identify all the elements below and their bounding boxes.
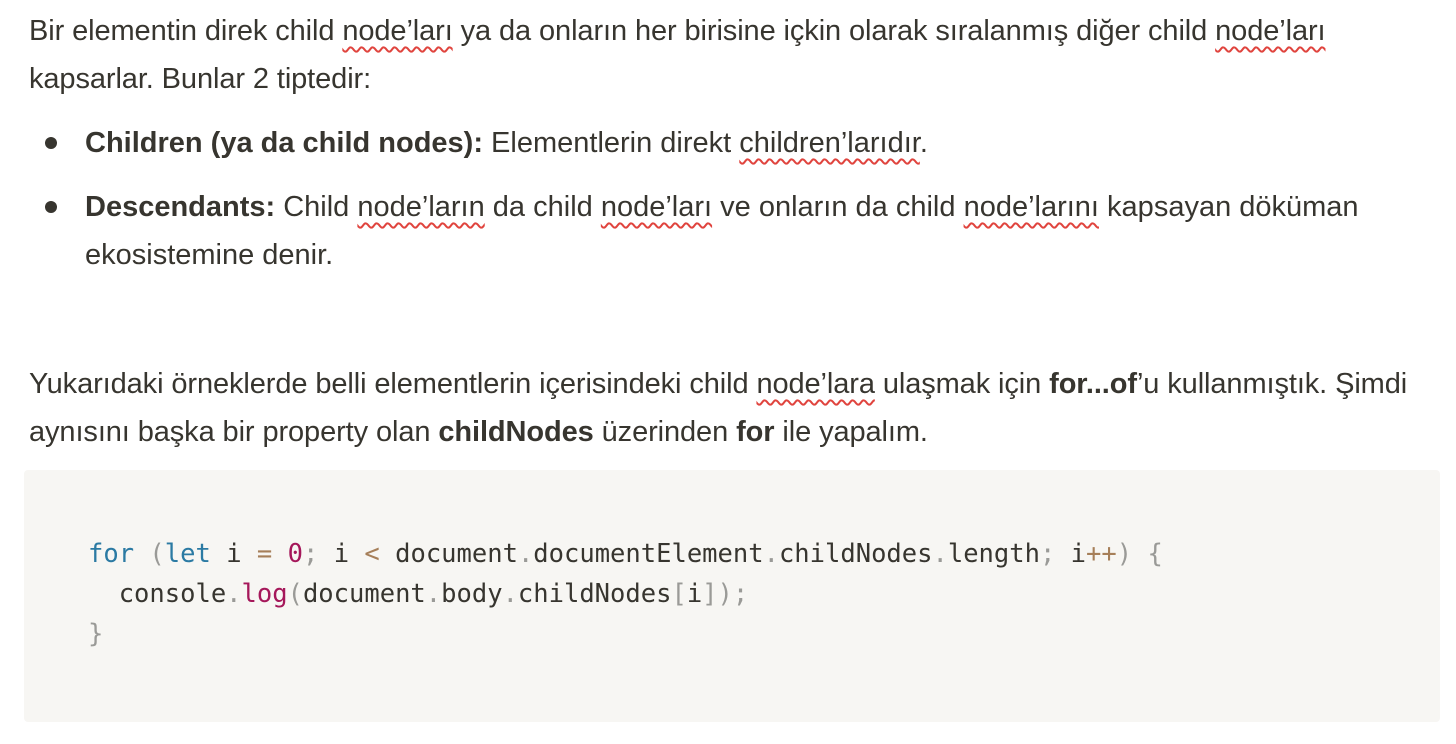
- text: .: [919, 127, 928, 159]
- code-token: <: [364, 539, 380, 569]
- code-token: documentElement: [533, 539, 764, 569]
- misspelled-word[interactable]: node’ları: [1215, 15, 1326, 47]
- code-token: i: [210, 539, 257, 569]
- code-token: 0: [287, 539, 303, 569]
- bullet-list: [29, 119, 1429, 295]
- code-token: ): [717, 579, 733, 609]
- code-token: (: [134, 539, 165, 569]
- text: ile yapalım.: [774, 416, 928, 448]
- code-token: {: [1147, 539, 1163, 569]
- bullet-dot: [45, 201, 57, 213]
- bullet-dot: [45, 137, 57, 149]
- code-token: i: [686, 579, 703, 609]
- bullet-item-descendants: [29, 183, 1429, 279]
- code-token: let: [164, 539, 211, 569]
- code-token: ;: [1039, 539, 1056, 569]
- text: ’u kullanmıştık. Şimdi aynısını başka bir property olan: [29, 368, 1408, 448]
- code-block[interactable]: [24, 470, 1440, 722]
- misspelled-word[interactable]: node’ların: [357, 191, 485, 223]
- code-token: .: [425, 579, 442, 609]
- misspelled-word[interactable]: node’ları: [342, 15, 453, 47]
- code-token: }: [88, 619, 104, 649]
- bold-term: for...of: [1049, 368, 1137, 400]
- text: ya da onların her birisine içkin olarak sıralanmış diğer child: [452, 15, 1216, 47]
- code-token: =: [256, 539, 273, 569]
- code-token: (: [287, 579, 303, 609]
- code-token: document: [379, 539, 518, 569]
- code-token: childNodes: [517, 579, 672, 609]
- code-token: log: [241, 579, 288, 609]
- text: Bir elementin direk child: [29, 15, 343, 47]
- code-token: ): [1116, 539, 1133, 569]
- code-token: ;: [732, 579, 749, 609]
- text: ve onların da child: [712, 191, 964, 223]
- code-token: [: [671, 579, 687, 609]
- misspelled-word[interactable]: node’ları: [600, 191, 713, 223]
- text: Yukarıdaki örneklerde belli elementlerin içerisindeki child: [29, 368, 757, 400]
- code-token: i: [318, 539, 365, 569]
- code-token: childNodes: [778, 539, 933, 569]
- misspelled-word[interactable]: node’larını: [963, 191, 1099, 223]
- code-token: ++: [1086, 539, 1117, 569]
- code-text[interactable]: [88, 534, 1163, 654]
- misspelled-word[interactable]: node’lara: [756, 368, 875, 400]
- bold-term: for: [736, 416, 775, 448]
- explanation-paragraph: [29, 360, 1429, 456]
- code-token: .: [517, 539, 534, 569]
- text: kapsayan döküman ekosistemine denir.: [85, 191, 1359, 271]
- code-token: i: [1055, 539, 1087, 569]
- code-token: [1132, 539, 1147, 569]
- code-token: console: [88, 579, 227, 609]
- bullet-term: Descendants:: [85, 191, 276, 223]
- code-token: .: [226, 579, 242, 609]
- code-token: [272, 539, 287, 569]
- bold-term: childNodes: [438, 416, 594, 448]
- text: kapsarlar. Bunlar 2 tiptedir:: [29, 63, 372, 95]
- text: da child: [484, 191, 601, 223]
- code-token: .: [932, 539, 948, 569]
- code-token: ]: [702, 579, 718, 609]
- code-token: for: [88, 539, 135, 569]
- code-token: .: [763, 539, 779, 569]
- code-token: ;: [302, 539, 319, 569]
- bullet-item-children: [29, 119, 1429, 167]
- bullet-term: Children (ya da child nodes):: [85, 127, 483, 159]
- text: Child: [275, 191, 358, 223]
- code-token: length: [947, 539, 1040, 569]
- code-token: body: [441, 579, 503, 609]
- text: Elementlerin direkt: [483, 127, 740, 159]
- text: ulaşmak için: [874, 368, 1050, 400]
- text: üzerinden: [593, 416, 737, 448]
- intro-paragraph: [29, 7, 1429, 103]
- code-token: .: [502, 579, 518, 609]
- code-token: document: [302, 579, 426, 609]
- misspelled-word[interactable]: children’larıdır: [739, 127, 920, 159]
